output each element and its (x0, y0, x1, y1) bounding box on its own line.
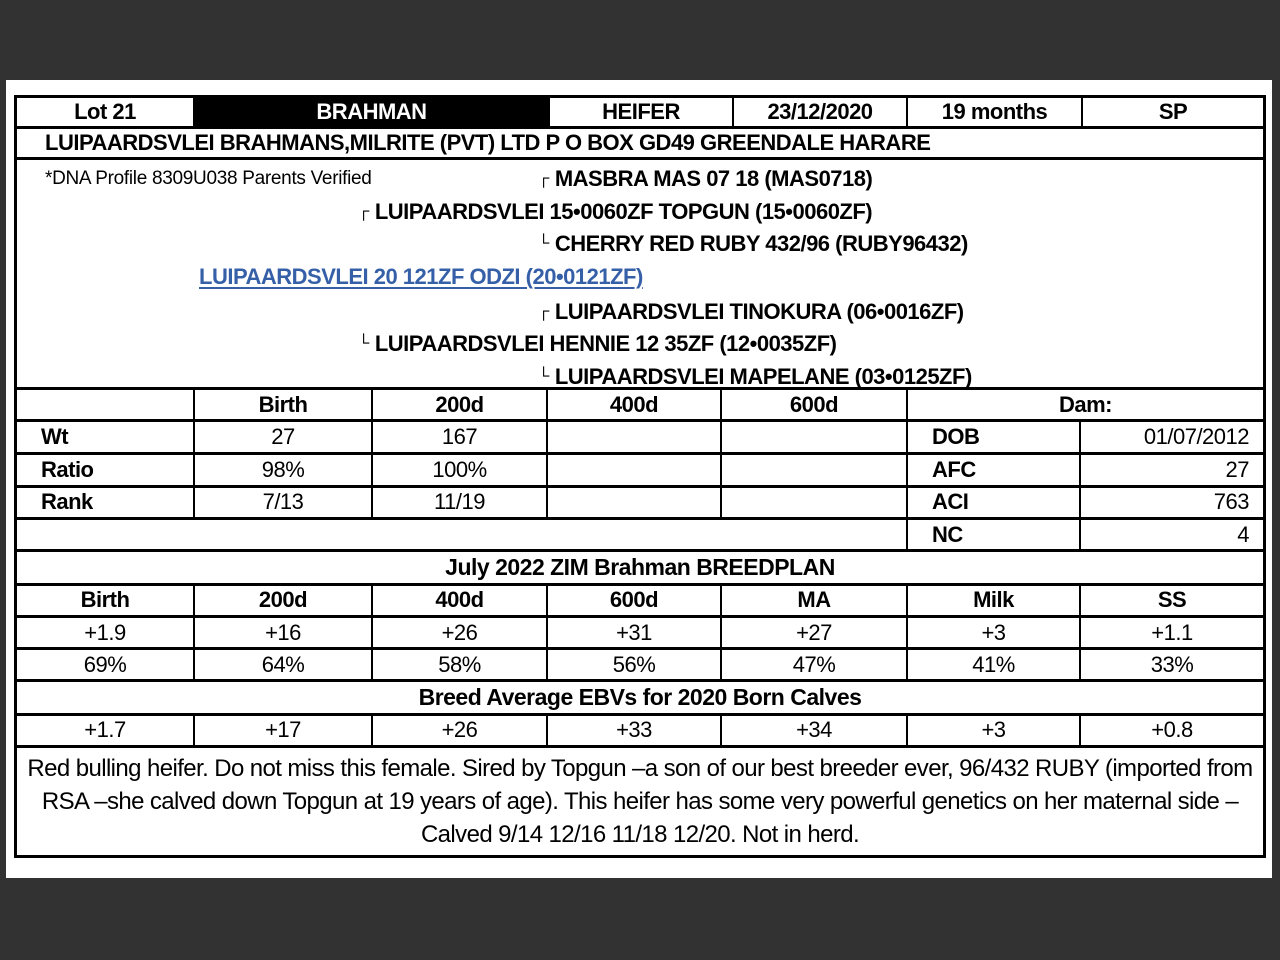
table-row-nc (17, 520, 1263, 552)
wt-400d (548, 422, 722, 451)
breedplan-ebv-row (17, 618, 1263, 650)
col-header-200d: 200d (373, 390, 548, 419)
age-label: 19 months (908, 98, 1083, 126)
wt-birth: 27 (195, 422, 373, 451)
birth-date: 23/12/2020 (734, 98, 908, 126)
breedplan-title: July 2022 ZIM Brahman BREEDPLAN (17, 552, 1263, 585)
acc-milk: 41% (908, 650, 1081, 679)
dam-row-value: 763 (1213, 489, 1249, 515)
animal-name-link[interactable]: LUIPAARDSVLEI 20 121ZF ODZI (20•0121ZF) (199, 263, 643, 289)
dam-sire-name: LUIPAARDSVLEI TINOKURA (06•0016ZF) (554, 298, 964, 324)
breed-banner: BRAHMAN (195, 98, 550, 126)
breeder-address-row: LUIPAARDSVLEI BRAHMANS,MILRITE (PVT) LTD P O BOX GD49 GREENDALE HARARE (17, 129, 1263, 159)
ratio-200d: 100% (373, 455, 548, 485)
lot-number: Lot 21 (17, 98, 195, 126)
avg-ma: +34 (722, 716, 908, 745)
dam-name: LUIPAARDSVLEI HENNIE 12 35ZF (12•0035ZF) (374, 330, 837, 356)
tree-corner-top-icon: ┌ (538, 302, 549, 320)
ebv-milk: +3 (908, 618, 1081, 647)
dam-row-value: 01/07/2012 (1143, 423, 1249, 449)
acc-200d: 64% (195, 650, 373, 679)
avg-milk: +3 (908, 716, 1081, 745)
catalog-page (6, 80, 1272, 878)
sire-dam-name: CHERRY RED RUBY 432/96 (RUBY96432) (554, 230, 968, 256)
row-label: Rank (17, 488, 195, 517)
comments-block (17, 748, 1263, 855)
tree-corner-bottom-icon: └ (538, 234, 549, 252)
ebv-birth: +1.9 (17, 618, 195, 647)
pedigree-sire-dam (538, 231, 968, 257)
ratio-birth: 98% (195, 455, 373, 485)
animal-name-line (199, 264, 643, 290)
breed-average-title: Breed Average EBVs for 2020 Born Calves (17, 682, 1263, 715)
dam-row-label: ACI (908, 488, 1081, 517)
acc-ss: 33% (1150, 651, 1194, 677)
sire-name: LUIPAARDSVLEI 15•0060ZF TOPGUN (15•0060ZF) (374, 198, 873, 224)
ebv-ma: +27 (722, 618, 908, 647)
tree-corner-top-icon: ┌ (358, 202, 369, 220)
bp-header-ma: MA (722, 586, 908, 615)
dam-section-header: Dam: (1058, 391, 1112, 417)
wt-600d (722, 422, 908, 451)
ratio-400d (548, 455, 722, 485)
ebv-400d: +26 (373, 618, 548, 647)
rank-400d (548, 488, 722, 517)
bp-header-400d: 400d (373, 586, 548, 615)
performance-header-row (17, 390, 1263, 422)
bp-header-ss: SS (1157, 587, 1187, 613)
breed-average-row (17, 716, 1263, 748)
row-label: Ratio (17, 455, 195, 485)
tree-corner-top-icon: ┌ (538, 169, 549, 187)
rank-200d: 11/19 (373, 488, 548, 517)
bp-header-600d: 600d (548, 586, 722, 615)
avg-600d: +33 (548, 716, 722, 745)
bp-header-200d: 200d (195, 586, 373, 615)
sex-label: HEIFER (550, 98, 734, 126)
breedplan-header-row (17, 586, 1263, 618)
bp-header-birth: Birth (17, 586, 195, 615)
row-label: Wt (17, 422, 195, 451)
empty-span-cell (17, 520, 908, 549)
ratio-600d (722, 455, 908, 485)
bp-header-milk: Milk (908, 586, 1081, 615)
blank-corner-cell (17, 390, 195, 419)
rank-600d (722, 488, 908, 517)
pedigree-sire (358, 199, 872, 225)
dam-row-value: 4 (1237, 521, 1249, 547)
col-header-400d: 400d (548, 390, 722, 419)
ebv-600d: +31 (548, 618, 722, 647)
col-header-600d: 600d (722, 390, 908, 419)
sire-sire-name: MASBRA MAS 07 18 (MAS0718) (554, 165, 873, 191)
pedigree-dam-sire (538, 299, 964, 325)
dam-row-label: AFC (908, 455, 1081, 485)
comments-text: Red bulling heifer. Do not miss this female. Sired by Topgun –a son of our best breeder ever, 96/432 RUBY (imported from RSA –she calved down Topgun at 19 years of age). This heifer has some very powerful genetics on her maternal side –Calved 9/14 12/16 11/18 12/20. Not in herd. (27, 755, 1253, 849)
avg-ss: +0.8 (1151, 717, 1193, 743)
table-row-wt (17, 422, 1263, 454)
dam-dam-name: LUIPAARDSVLEI MAPELANE (03•0125ZF) (554, 363, 972, 389)
dam-row-label: DOB (908, 422, 1081, 451)
table-row-rank (17, 488, 1263, 520)
rank-birth: 7/13 (195, 488, 373, 517)
acc-ma: 47% (722, 650, 908, 679)
dam-row-value: 27 (1225, 456, 1249, 482)
pedigree-sire-sire (538, 166, 872, 192)
pedigree-dam-dam (538, 364, 972, 390)
tree-corner-bottom-icon: └ (538, 367, 549, 385)
table-row-ratio (17, 455, 1263, 488)
acc-400d: 58% (373, 650, 548, 679)
dna-profile-note: *DNA Profile 8309U038 Parents Verified (45, 167, 372, 189)
col-header-birth: Birth (195, 390, 373, 419)
pedigree-block (17, 160, 1263, 390)
tree-corner-bottom-icon: └ (358, 334, 369, 352)
lot-sheet (14, 95, 1266, 858)
acc-600d: 56% (548, 650, 722, 679)
ebv-ss: +1.1 (1151, 619, 1193, 645)
dam-row-label: NC (908, 520, 1081, 549)
ebv-200d: +16 (195, 618, 373, 647)
avg-200d: +17 (195, 716, 373, 745)
lot-header-row (17, 98, 1263, 129)
pedigree-dam (358, 331, 836, 357)
breedplan-accuracy-row (17, 650, 1263, 682)
avg-birth: +1.7 (17, 716, 195, 745)
status-label: SP (1158, 99, 1188, 125)
acc-birth: 69% (17, 650, 195, 679)
wt-200d: 167 (373, 422, 548, 451)
avg-400d: +26 (373, 716, 548, 745)
